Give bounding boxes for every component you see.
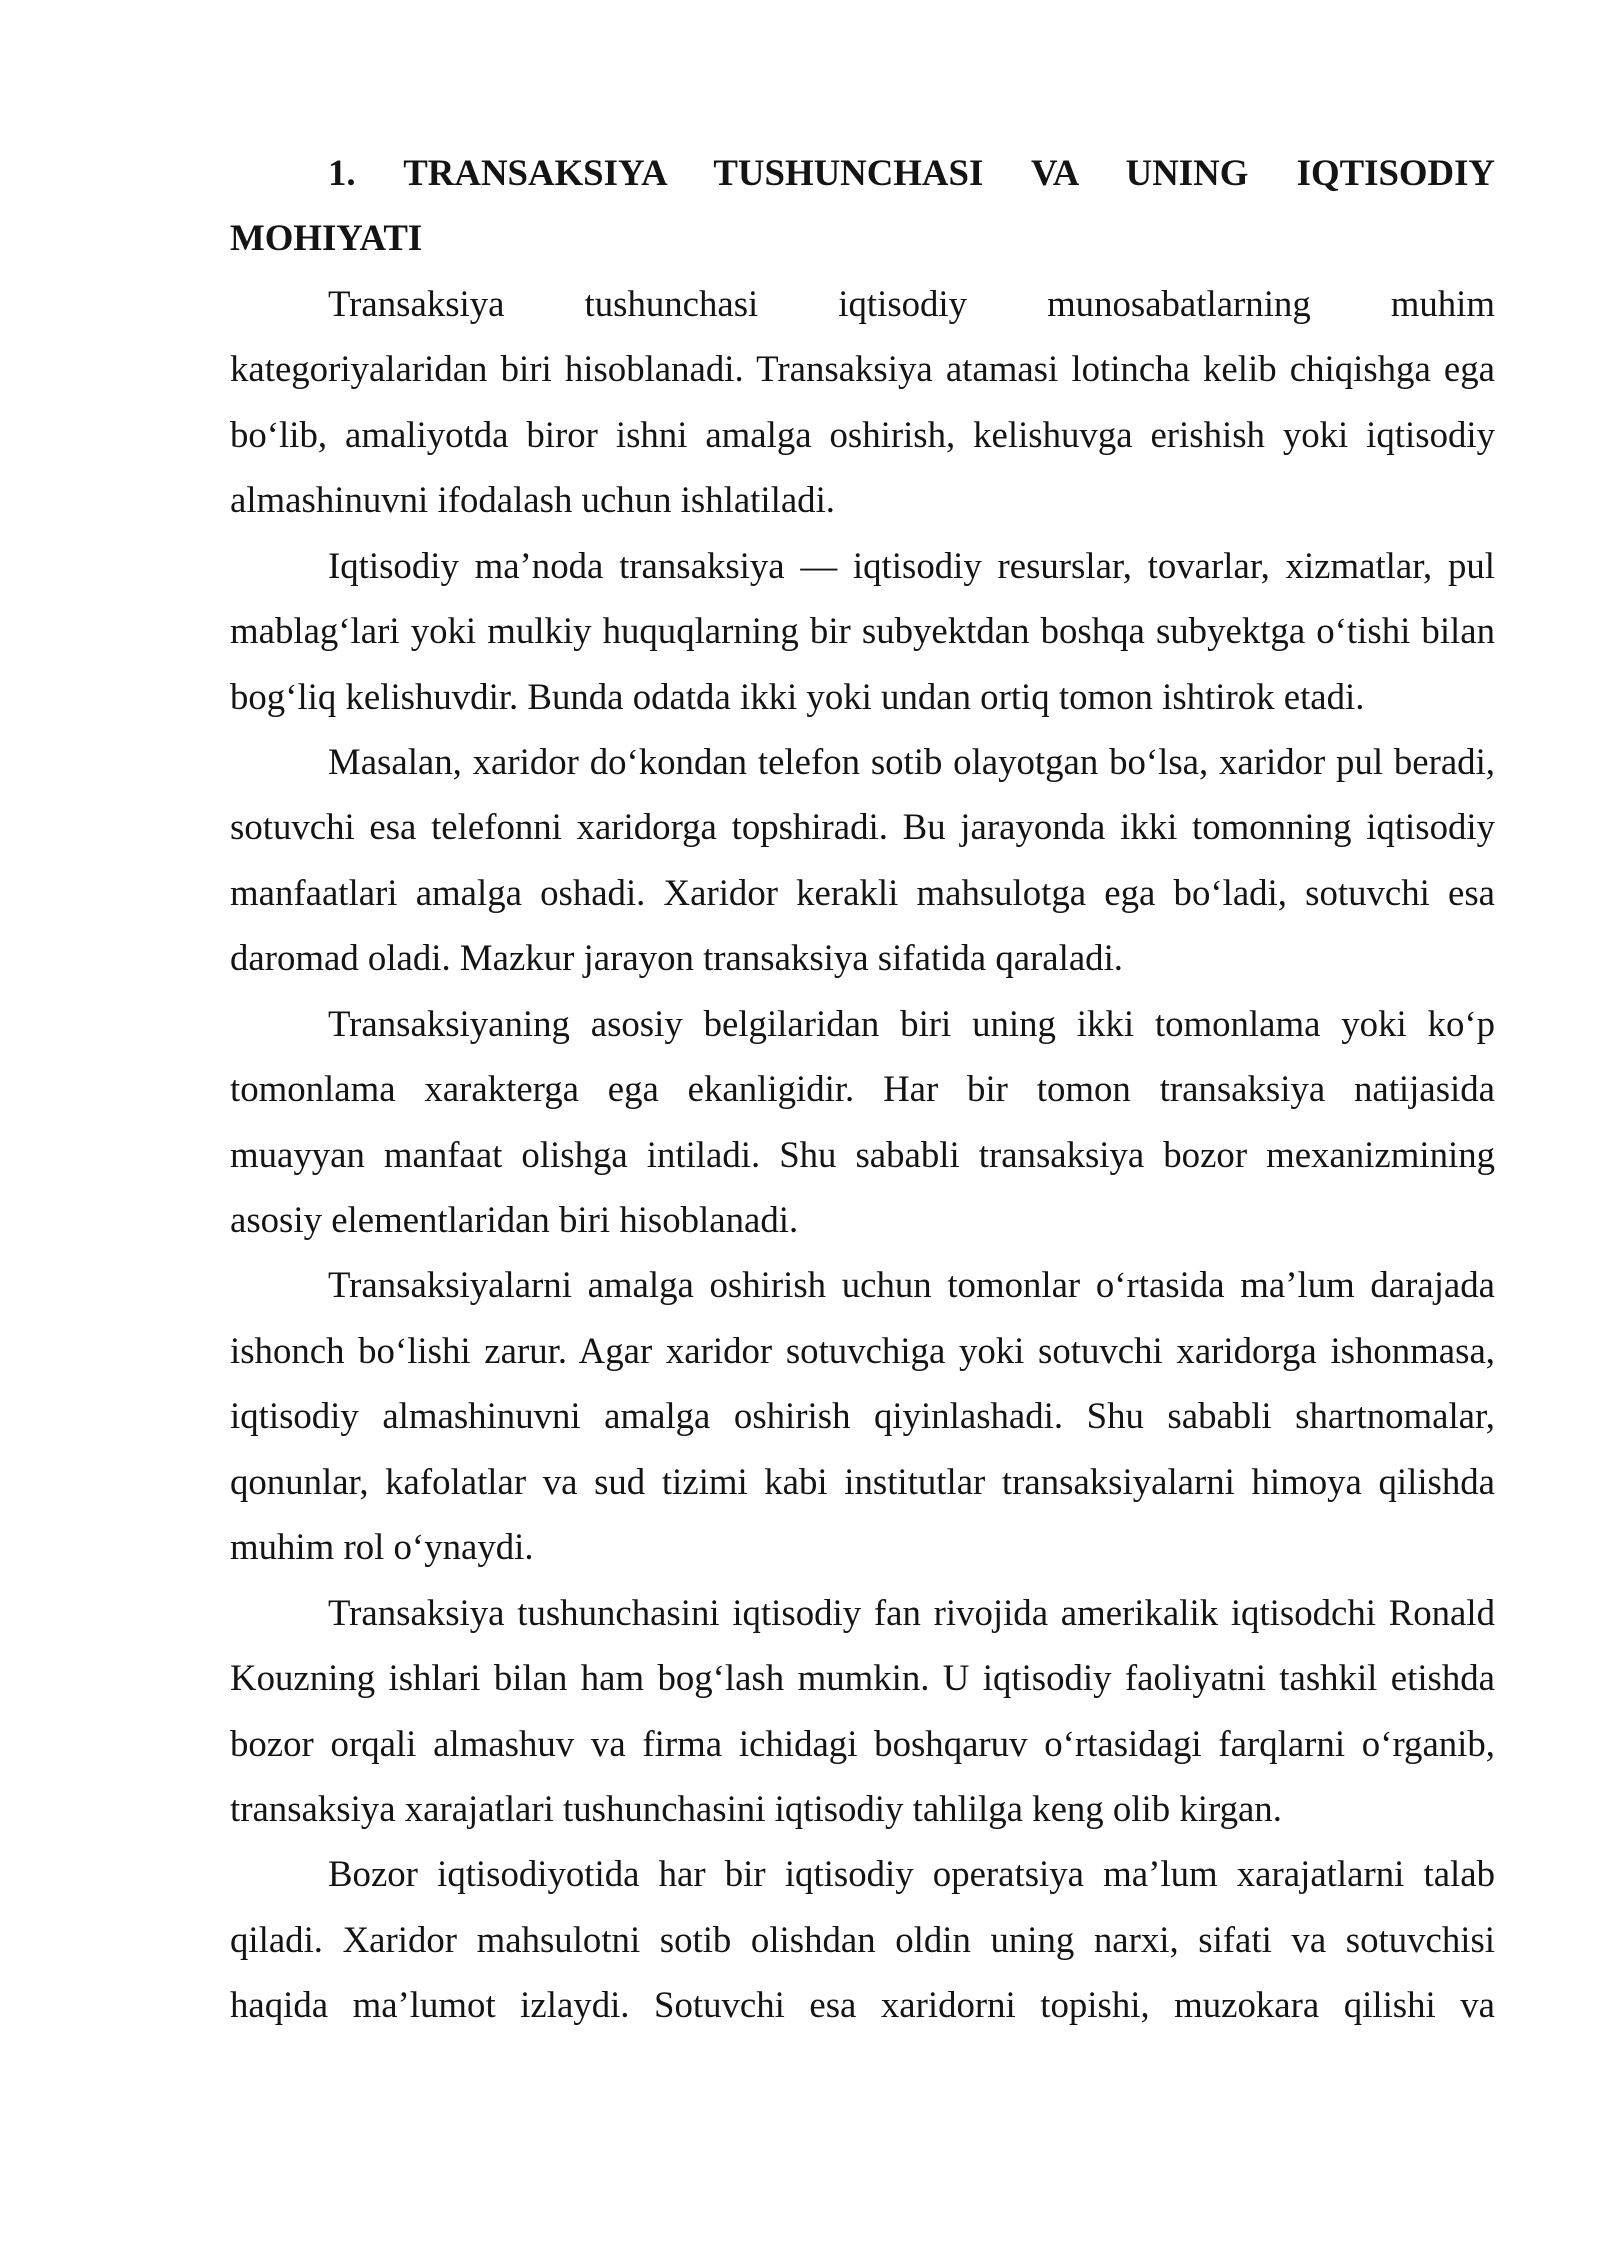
paragraph-line: qiladi. Xaridor mahsulotni sotib olishdan oldin uning narxi, sifati va sotuvchisi [230, 1918, 1495, 1960]
paragraph-line: manfaatlari amalga oshadi. Xaridor kerakli mahsulotga ega bo‘ladi, sotuvchi esa [230, 871, 1495, 913]
paragraph-line: bozor orqali almashuv va firma ichidagi boshqaruv o‘rtasidagi farqlarni o‘rganib, [230, 1722, 1495, 1764]
paragraph-line: kategoriyalaridan biri hisoblanadi. Transaksiya atamasi lotincha kelib chiqishga ega [230, 348, 1495, 390]
paragraph-line: ishonch bo‘lishi zarur. Agar xaridor sotuvchiga yoki sotuvchi xaridorga ishonmasa, [230, 1329, 1495, 1371]
paragraph-line: Iqtisodiy ma’noda transaksiya — iqtisodiy resurslar, tovarlar, xizmatlar, pul [328, 544, 1495, 586]
paragraph-line: Transaksiya tushunchasini iqtisodiy fan rivojida amerikalik iqtisodchi Ronald [328, 1591, 1495, 1633]
paragraph-line: Transaksiyaning asosiy belgilaridan biri uning ikki tomonlama yoki ko‘p [328, 1002, 1495, 1044]
paragraph-line: iqtisodiy almashinuvni amalga oshirish qiyinlashadi. Shu sababli shartnomalar, [230, 1395, 1495, 1437]
paragraph-line: haqida ma’lumot izlaydi. Sotuvchi esa xaridorni topishi, muzokara qilishi va [230, 1984, 1495, 2026]
paragraph-line: muayyan manfaat olishga intiladi. Shu sababli transaksiya bozor mexanizmining [230, 1133, 1495, 1175]
paragraph-line: daromad oladi. Mazkur jarayon transaksiya sifatida qaraladi. [230, 937, 1124, 979]
paragraph-line: Transaksiyalarni amalga oshirish uchun tomonlar o‘rtasida ma’lum darajada [328, 1264, 1495, 1306]
heading-line: 1. TRANSAKSIYA TUSHUNCHASI VA UNING IQTISODIY [328, 152, 1495, 193]
heading-line: MOHIYATI [230, 217, 423, 259]
paragraph-line: Masalan, xaridor do‘kondan telefon sotib olayotgan bo‘lsa, xaridor pul beradi, [328, 740, 1495, 782]
paragraph [230, 533, 1495, 729]
paragraph-line: Bozor iqtisodiyotida har bir iqtisodiy operatsiya ma’lum xarajatlarni talab [328, 1853, 1495, 1895]
paragraph [230, 271, 1495, 533]
paragraph [230, 1841, 1495, 2037]
paragraph-line: tomonlama xarakterga ega ekanligidir. Har bir tomon transaksiya natijasida [230, 1068, 1495, 1110]
paragraph-line: mablag‘lari yoki mulkiy huquqlarning bir subyektdan boshqa subyektga o‘tishi bilan [230, 610, 1495, 652]
paragraph-line: bog‘liq kelishuvdir. Bunda odatda ikki yoki undan ortiq tomon ishtirok etadi. [230, 675, 1365, 717]
paragraph-line: almashinuvni ifodalash uchun ishlatiladi. [230, 479, 835, 521]
document-body [230, 140, 1495, 2038]
paragraph-line: bo‘lib, amaliyotda biror ishni amalga oshirish, kelishuvga erishish yoki iqtisodiy [230, 413, 1495, 455]
paragraph-line: Transaksiya tushunchasi iqtisodiy munosabatlarning muhim [328, 282, 1495, 324]
paragraph-line: muhim rol o‘ynaydi. [230, 1526, 534, 1568]
paragraph [230, 991, 1495, 1253]
paragraph [230, 729, 1495, 991]
paragraph-line: Kouzning ishlari bilan ham bog‘lash mumkin. U iqtisodiy faoliyatni tashkil etishda [230, 1657, 1495, 1699]
paragraph [230, 1580, 1495, 1842]
paragraph-line: asosiy elementlaridan biri hisoblanadi. [230, 1199, 799, 1240]
section-heading [230, 140, 1495, 271]
paragraph-line: qonunlar, kafolatlar va sud tizimi kabi institutlar transaksiyalarni himoya qilishda [230, 1460, 1495, 1502]
paragraph-line: transaksiya xarajatlari tushunchasini iqtisodiy tahlilga keng olib kirgan. [230, 1787, 1282, 1829]
paragraph-line: sotuvchi esa telefonni xaridorga topshiradi. Bu jarayonda ikki tomonning iqtisodiy [230, 806, 1495, 848]
paragraph [230, 1252, 1495, 1579]
